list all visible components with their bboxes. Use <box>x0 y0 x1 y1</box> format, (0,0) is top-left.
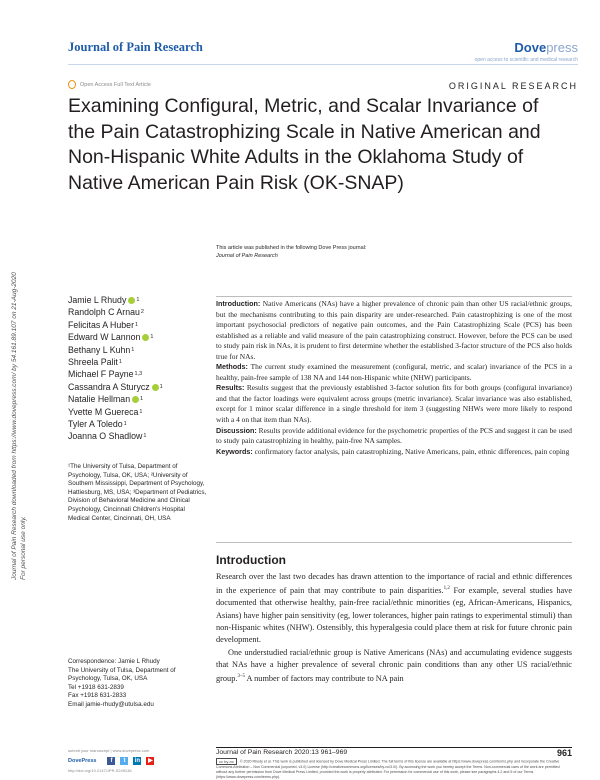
author-list <box>68 294 163 443</box>
citation-ref[interactable]: 3–5 <box>237 674 245 680</box>
abstract-methods: Methods: The current study examined the measurement (configural, metric, and scalar) invariance of the PCS in a healthy, pain-free sample of 138 NA and 144 non-Hispanic white (NHW) participants. <box>216 362 573 382</box>
author-name: Edward W Lannon 1 <box>68 332 154 343</box>
twitter-icon[interactable]: t <box>120 757 128 765</box>
social-links <box>68 757 154 765</box>
orcid-icon[interactable] <box>142 334 149 341</box>
footer-citation: Journal of Pain Research 2020:13 961–969 <box>216 749 348 756</box>
abstract-keywords: Keywords: confirmatory factor analysis, pain catastrophizing, Native Americans, pain, ethnic differences, pain coping <box>216 446 570 456</box>
correspondence: Correspondence: Jamie L Rhudy The University of Tulsa, Department of Psychology, Tulsa, OK, USA Tel +1918 631-2839 Fax +1918 631-2833 Email jamie-rhudy@utulsa.edu <box>68 658 208 710</box>
author-name: Michael F Payne 1,3 <box>68 369 143 380</box>
affiliations: ¹The University of Tulsa, Department of Psychology, Tulsa, OK, USA; ²University of Southern Mississippi, Department of Psychology, Hattiesburg, MS, USA; ³Department of Pediatrics, Division of Behavioral Medicine and Clinical Psychology, Cincinnati Children's Hospital Medical Center, Cincinnati, OH, USA <box>68 463 207 522</box>
open-access-label: Open Access Full Text Article <box>68 80 151 89</box>
author-name: Randolph C Arnau 2 <box>68 307 144 318</box>
orcid-icon[interactable] <box>132 396 139 403</box>
author-name: Felicitas A Huber 1 <box>68 319 139 330</box>
journal-name: Journal of Pain Research <box>68 40 203 54</box>
submit-link[interactable]: submit your manuscript | www.dovepress.com <box>68 748 150 753</box>
youtube-icon[interactable]: ▶ <box>148 758 153 764</box>
publisher-logo: Dovepress <box>514 40 578 55</box>
citation-ref[interactable]: 1,2 <box>443 586 450 592</box>
abstract-introduction: Introduction: Native Americans (NAs) have a higher prevalence of chronic pain than other US racial/ethnic groups, but the mechanisms contributing to this pain disparity are under-researched. Pain catastrophizing is one of the most important psychosocial predictors of negative pain outcomes, and the Pain Catastrophizing Scale (PCS) has been established as a reliable and valid measure of the pain catastrophizing construct. However, before the PCS can be used to study pain risk in NAs, it is prudent to first determine whether the established 3-factor structure of the PCS also holds true for NAs. <box>216 299 572 361</box>
dovepress-logo[interactable]: DovePress <box>68 758 97 764</box>
header-divider <box>68 64 578 65</box>
abstract-results: Results: Results suggest that the previously established 3-factor solution fits for both groups (configural invariance) and that the factor loadings were equivalent across groups (metric invariance). Scalar invariance was also established, except for 1 minor scalar difference in a single threshold for item 3 (suggesting NHWs were more likely to respond with a 4 on that item than NAs). <box>216 383 572 425</box>
doi-link[interactable]: http://doi.org/10.2147/JPR.S245136 <box>68 768 132 773</box>
article-title: Examining Configural, Metric, and Scalar Invariance of the Pain Catastrophizing Scale in Native American and Non-Hispanic White Adults in the Oklahoma Study of Native American Pain Risk (OK-SNAP) <box>68 95 541 194</box>
author-name: Cassandra A Sturycz 1 <box>68 381 163 392</box>
license-text: cc by-nc © 2020 Rhudy et al. This work is published and licensed by Dove Medical Press Limited. The full terms of this license are available at https://www.dovepress.com/terms.php and incorporate the Creative Commons Attribution – Non Commercial (unported, v3.0) License (http://creativecommons.org/licenses/by-nc/3.0/). By accessing the work you hereby accept the Terms. Non-commercial uses of the work are permitted without any further permission from Dove Medical Press Limited, provided the work is properly attributed. For permission for commercial use of this work, please see paragraphs 4.2 and 5 of our Terms (https://www.dovepress.com/terms.php). <box>216 759 560 779</box>
page-number: 961 <box>556 748 572 758</box>
linkedin-icon[interactable]: in <box>134 758 141 764</box>
open-access-icon <box>68 80 76 89</box>
author-name: Yvette M Guereca 1 <box>68 406 143 417</box>
download-watermark: Journal of Pain Research downloaded from https://www.dovepress.com/ by 54.161.89.107 on 21-Aug-2020 For personal use only. <box>11 272 27 580</box>
publication-note: This article was published in the following Dove Press journal: Journal of Pain Research <box>216 245 367 259</box>
introduction-heading: Introduction <box>216 553 286 567</box>
author-name: Joanna O Shadlow 1 <box>68 431 147 442</box>
author-name: Bethany L Kuhn 1 <box>68 344 135 355</box>
orcid-icon[interactable] <box>128 297 135 304</box>
introduction-body: Research over the last two decades has drawn attention to the importance of racial and ethnic differences in the experience of pain that may contribute to pain disparities.$^{1,2}$ For example, several studies have documented that otherwise healthy, pain-free racial/ethnic minorities (eg, African-Americans, Hispanics, Asians) have higher pain sensitivity (eg, lower tolerances, higher pain ratings to experimental stimuli) than non-Hispanic whites (NHW). Ostensibly, this hyperalgesia could place them at risk for future chronic pain development. One understudied racial/ethnic group is Native Americans (NAs) and accumulating evidence suggests that NAs have a higher prevalence of several chronic pain conditions than any other US racial/ethnic group.$^{3-5}$ A number of factors may contribute to NA pain <box>216 572 573 683</box>
article-type: ORIGINAL RESEARCH <box>448 81 578 91</box>
email-link[interactable]: Email jamie-rhudy@utulsa.edu <box>68 700 154 708</box>
publisher-tagline: open access to scientific and medical research <box>474 57 578 63</box>
footer-divider <box>216 747 572 748</box>
orcid-icon[interactable] <box>152 384 159 391</box>
author-name: Tyler A Toledo 1 <box>68 419 127 430</box>
author-name: Natalie Hellman 1 <box>68 394 144 405</box>
abstract-discussion: Discussion: Results provide additional evidence for the psychometric properties of the PCS and suggest it can be used to study pain catastrophizing in healthy, pain-free NA samples. <box>216 425 572 446</box>
author-name: Jamie L Rhudy 1 <box>68 295 140 305</box>
abstract <box>216 296 572 457</box>
cc-license-icon[interactable]: cc by-nc <box>216 758 237 765</box>
facebook-icon[interactable]: f <box>107 757 115 765</box>
abstract-divider <box>216 542 572 543</box>
author-name: Shreela Palit 1 <box>68 357 122 368</box>
